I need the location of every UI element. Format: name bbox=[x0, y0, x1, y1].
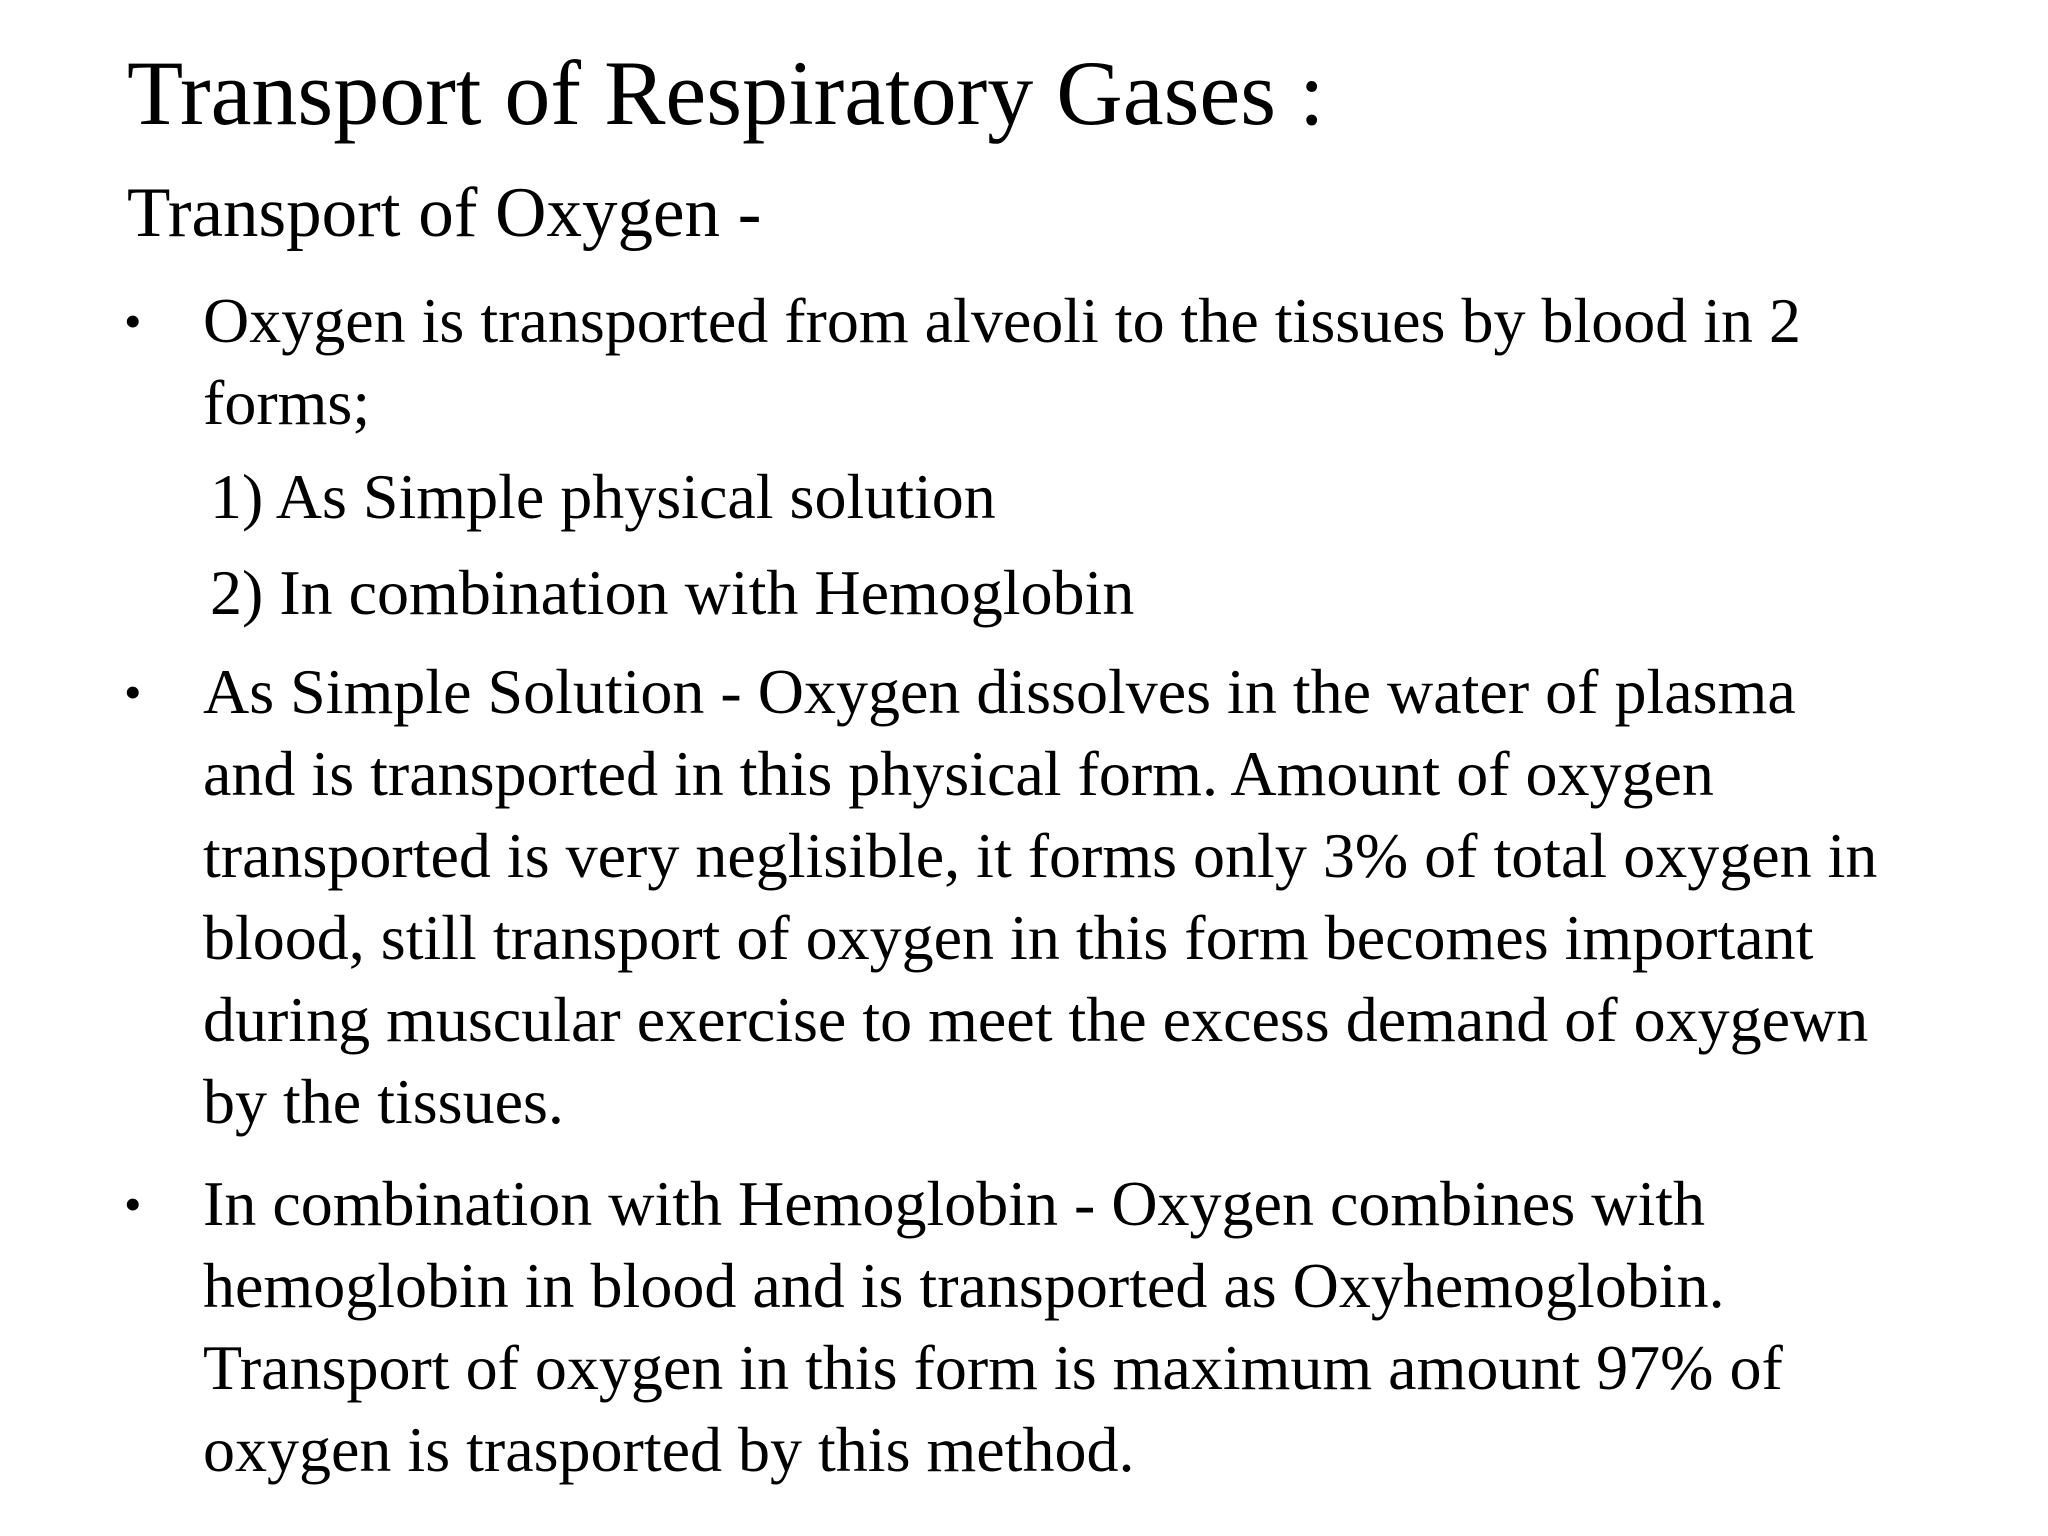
bullet-marker: • bbox=[124, 664, 142, 720]
bullet-line: by the tissues. bbox=[203, 1066, 564, 1137]
bullet-line: Transport of oxygen in this form is maximum amount 97% of bbox=[203, 1332, 1783, 1403]
bullet-line: hemoglobin in blood and is transported as Oxyhemoglobin. bbox=[203, 1250, 1725, 1321]
bullet-marker: • bbox=[124, 293, 142, 349]
bullet-line: forms; bbox=[203, 367, 371, 438]
bullet-line: In combination with Hemoglobin - Oxygen combines with bbox=[203, 1168, 1705, 1239]
bullet-line: As Simple Solution - Oxygen dissolves in the water of plasma bbox=[203, 656, 1796, 727]
bullet-line: Oxygen is transported from alveoli to the tissues by blood in 2 bbox=[203, 285, 1801, 356]
slide-subtitle: Transport of Oxygen - bbox=[127, 174, 762, 252]
slide-title: Transport of Respiratory Gases : bbox=[127, 42, 1325, 144]
bullet-line: oxygen is trasported by this method. bbox=[203, 1414, 1135, 1485]
bullet-line: transported is very neglisible, it forms only 3% of total oxygen in bbox=[203, 820, 1878, 891]
bullet-marker: • bbox=[124, 1176, 142, 1232]
bullet-line: and is transported in this physical form. Amount of oxygen bbox=[203, 738, 1714, 809]
sub-item-2: 2) In combination with Hemoglobin bbox=[210, 557, 1135, 628]
bullet-text bbox=[203, 1163, 2033, 1491]
bullet-line: during muscular exercise to meet the excess demand of oxygewn bbox=[203, 984, 1869, 1055]
bullet-text bbox=[203, 280, 2033, 444]
sub-item-1: 1) As Simple physical solution bbox=[210, 461, 996, 532]
bullet-line: blood, still transport of oxygen in this form becomes important bbox=[203, 902, 1814, 973]
bullet-text bbox=[203, 651, 2033, 1143]
